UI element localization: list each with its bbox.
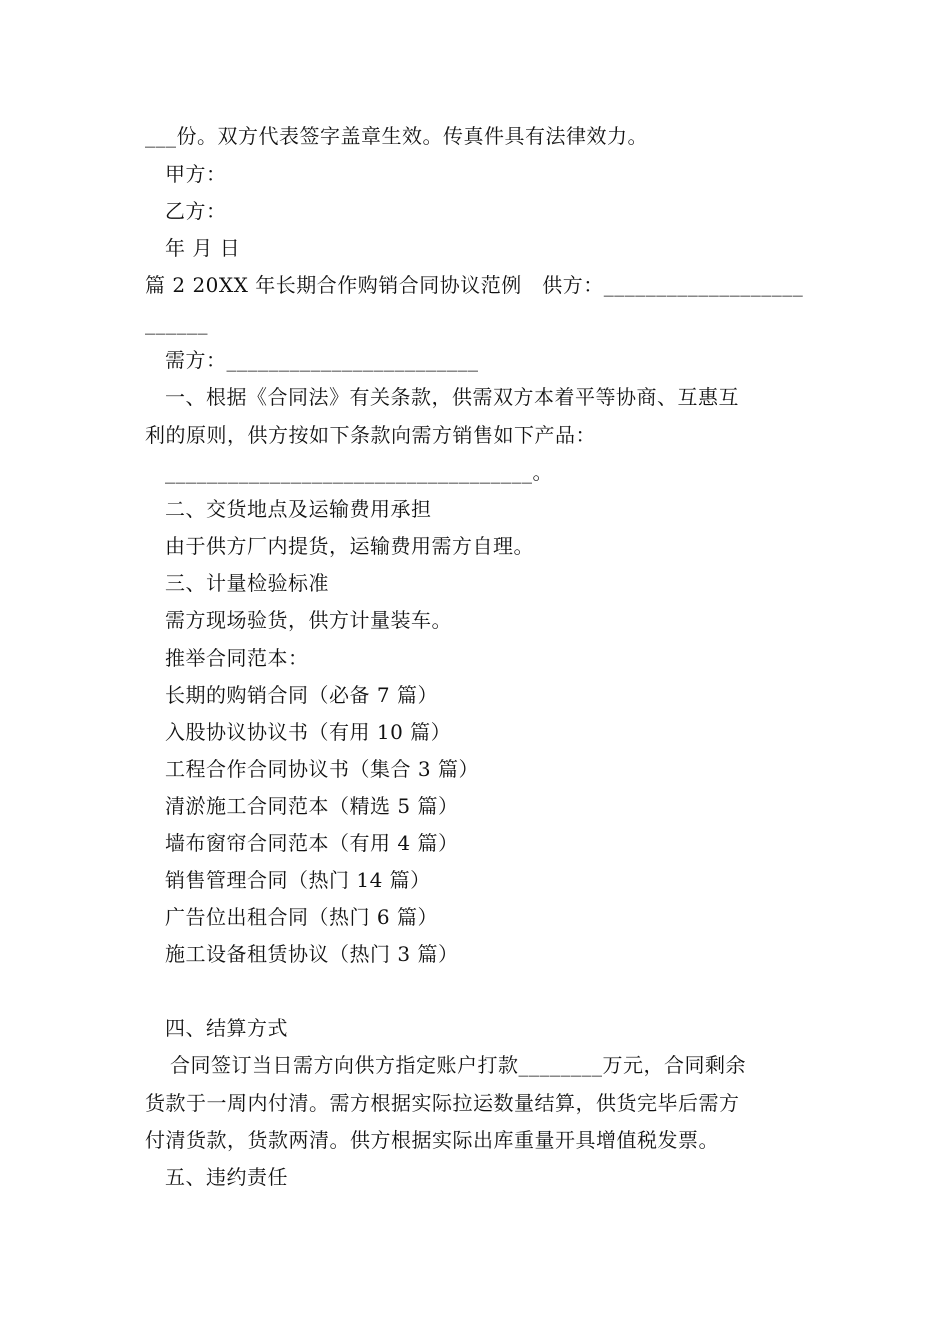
clause-5-heading: 五、违约责任	[165, 1165, 288, 1189]
recommended-heading: 推举合同范本：	[165, 646, 309, 670]
recommended-item[interactable]: 入股协议协议书（有用 10 篇）	[165, 720, 452, 744]
clause-4-heading: 四、结算方式	[165, 1016, 288, 1040]
recommended-item[interactable]: 工程合作合同协议书（集合 3 篇）	[165, 757, 479, 781]
party-a-label: 甲方：	[165, 162, 227, 186]
date-line: 年 月 日	[165, 236, 241, 260]
recommended-item[interactable]: 清淤施工合同范本（精选 5 篇）	[165, 794, 459, 818]
contract-clause-copies: ___份。双方代表签字盖章生效。传真件具有法律效力。	[145, 124, 648, 148]
buyer-label: 需方：________________________	[165, 348, 479, 372]
recommended-item[interactable]: 广告位出租合同（热门 6 篇）	[165, 905, 438, 929]
supplier-blank-continued: ______	[145, 311, 208, 335]
party-b-label: 乙方：	[165, 199, 227, 223]
recommended-item[interactable]: 施工设备租赁协议（热门 3 篇）	[165, 942, 459, 966]
clause-4-line-3: 付清货款，货款两清。供方根据实际出库重量开具增值税发票。	[145, 1128, 719, 1152]
clause-1-line-2: 利的原则，供方按如下条款向需方销售如下产品：	[145, 423, 596, 447]
product-blank: ___________________________________。	[165, 460, 553, 484]
clause-3-heading: 三、计量检验标准	[165, 571, 329, 595]
clause-1-line-1: 一、根据《合同法》有关条款，供需双方本着平等协商、互惠互	[165, 385, 739, 409]
recommended-item[interactable]: 销售管理合同（热门 14 篇）	[165, 868, 431, 892]
recommended-item[interactable]: 长期的购销合同（必备 7 篇）	[165, 683, 438, 707]
recommended-item[interactable]: 墙布窗帘合同范本（有用 4 篇）	[165, 831, 459, 855]
clause-2-body: 由于供方厂内提货，运输费用需方自理。	[165, 534, 534, 558]
clause-2-heading: 二、交货地点及运输费用承担	[165, 497, 432, 521]
section-title-line: 篇 2 20XX 年长期合作购销合同协议范例 供方：___________________	[145, 273, 804, 297]
clause-4-line-1: 合同签订当日需方向供方指定账户打款________万元，合同剩余	[170, 1053, 746, 1077]
clause-3-body: 需方现场验货，供方计量装车。	[165, 608, 452, 632]
clause-4-line-2: 货款于一周内付清。需方根据实际拉运数量结算，供货完毕后需方	[145, 1091, 740, 1115]
